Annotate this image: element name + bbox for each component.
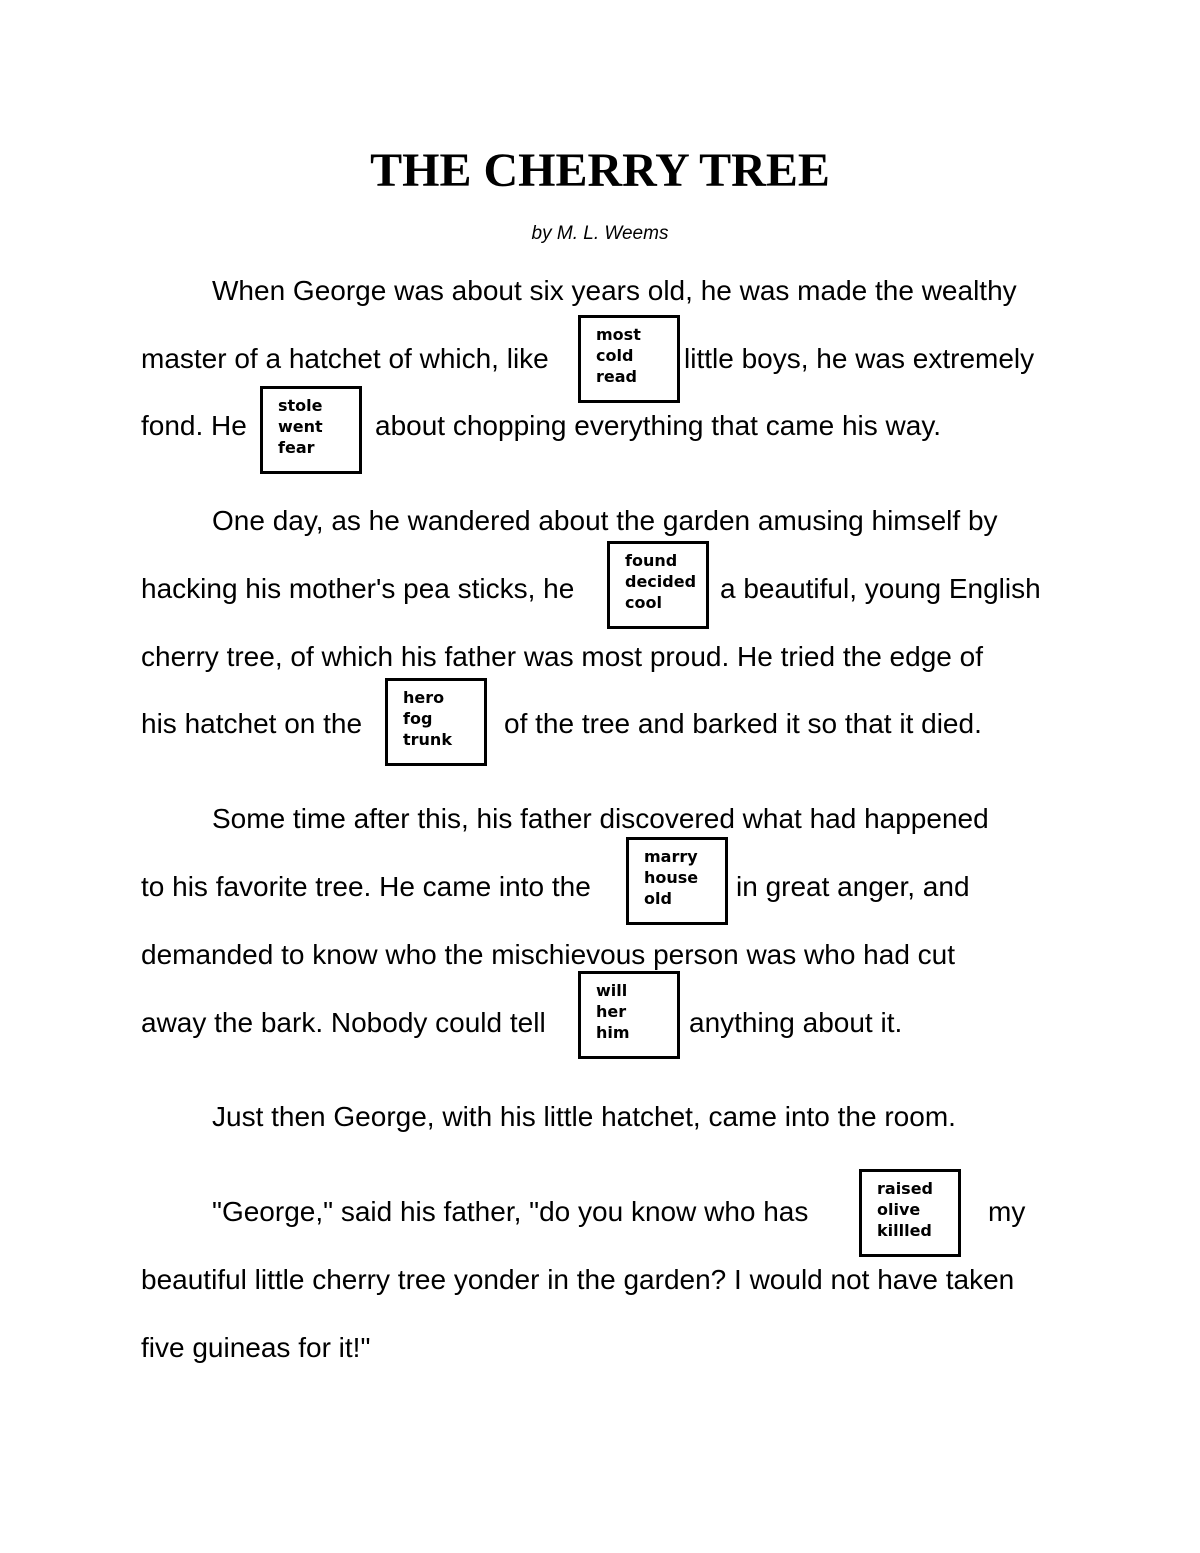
- byline: by M. L. Weems: [531, 223, 669, 244]
- word-option[interactable]: fear: [278, 438, 315, 457]
- word-option[interactable]: read: [596, 367, 637, 386]
- word-option[interactable]: found: [625, 551, 678, 570]
- word-option[interactable]: olive: [877, 1200, 921, 1219]
- p3-line-2b: in great anger, and: [736, 871, 970, 902]
- word-option[interactable]: cool: [625, 593, 662, 612]
- word-option[interactable]: her: [596, 1002, 627, 1021]
- p3-line-2a: to his favorite tree. He came into the: [141, 871, 591, 902]
- word-choice-box-3[interactable]: [607, 541, 709, 629]
- word-option[interactable]: will: [596, 981, 628, 1000]
- word-choice-box-5[interactable]: [626, 837, 728, 925]
- page-title: THE CHERRY TREE: [370, 144, 830, 197]
- p2-line-4a: his hatchet on the: [141, 708, 363, 739]
- word-choice-box-7[interactable]: [859, 1169, 961, 1257]
- p1-line-2a: master of a hatchet of which, like: [141, 343, 549, 374]
- p2-line-4b: of the tree and barked it so that it died.: [504, 708, 982, 739]
- p2-line-1: One day, as he wandered about the garden amusing himself by: [212, 505, 998, 536]
- p1-line-3a: fond. He: [141, 410, 247, 441]
- word-option[interactable]: decided: [625, 572, 697, 591]
- p1-line-1: When George was about six years old, he was made the wealthy: [212, 275, 1017, 306]
- p3-line-4b: anything about it.: [689, 1007, 903, 1038]
- word-option[interactable]: him: [596, 1023, 630, 1042]
- word-option[interactable]: went: [278, 417, 323, 436]
- word-option[interactable]: killled: [877, 1221, 932, 1240]
- word-option[interactable]: marry: [644, 847, 698, 866]
- p2-line-2b: a beautiful, young English: [720, 573, 1041, 604]
- p3-line-1: Some time after this, his father discovered what had happened: [212, 803, 989, 834]
- p1-line-3b: about chopping everything that came his way.: [375, 410, 942, 441]
- word-option[interactable]: house: [644, 868, 699, 887]
- p3-line-4a: away the bark. Nobody could tell: [141, 1007, 546, 1038]
- p2-line-2a: hacking his mother's pea sticks, he: [141, 573, 575, 604]
- word-option[interactable]: trunk: [403, 730, 452, 749]
- word-option[interactable]: most: [596, 325, 641, 344]
- word-option[interactable]: raised: [877, 1179, 933, 1198]
- p5-line-1b: my: [988, 1196, 1026, 1227]
- p5-line-1a: "George," said his father, "do you know who has: [212, 1196, 809, 1227]
- p5-line-3: five guineas for it!": [141, 1332, 371, 1363]
- word-choice-box-4[interactable]: [385, 678, 487, 766]
- p5-line-2: beautiful little cherry tree yonder in the garden? I would not have taken: [141, 1264, 1015, 1295]
- word-choice-box-1[interactable]: [578, 315, 680, 403]
- word-option[interactable]: cold: [596, 346, 634, 365]
- word-option[interactable]: old: [644, 889, 672, 908]
- word-option[interactable]: stole: [278, 396, 323, 415]
- p3-line-3: demanded to know who the mischievous person was who had cut: [141, 939, 956, 970]
- p1-line-2b: little boys, he was extremely: [684, 343, 1035, 374]
- word-option[interactable]: fog: [403, 709, 433, 728]
- word-choice-box-6[interactable]: [578, 971, 680, 1059]
- word-choice-box-2[interactable]: [260, 386, 362, 474]
- p2-line-3: cherry tree, of which his father was most proud. He tried the edge of: [141, 641, 983, 672]
- word-option[interactable]: hero: [403, 688, 445, 707]
- p4-line-1: Just then George, with his little hatchet, came into the room.: [212, 1101, 956, 1132]
